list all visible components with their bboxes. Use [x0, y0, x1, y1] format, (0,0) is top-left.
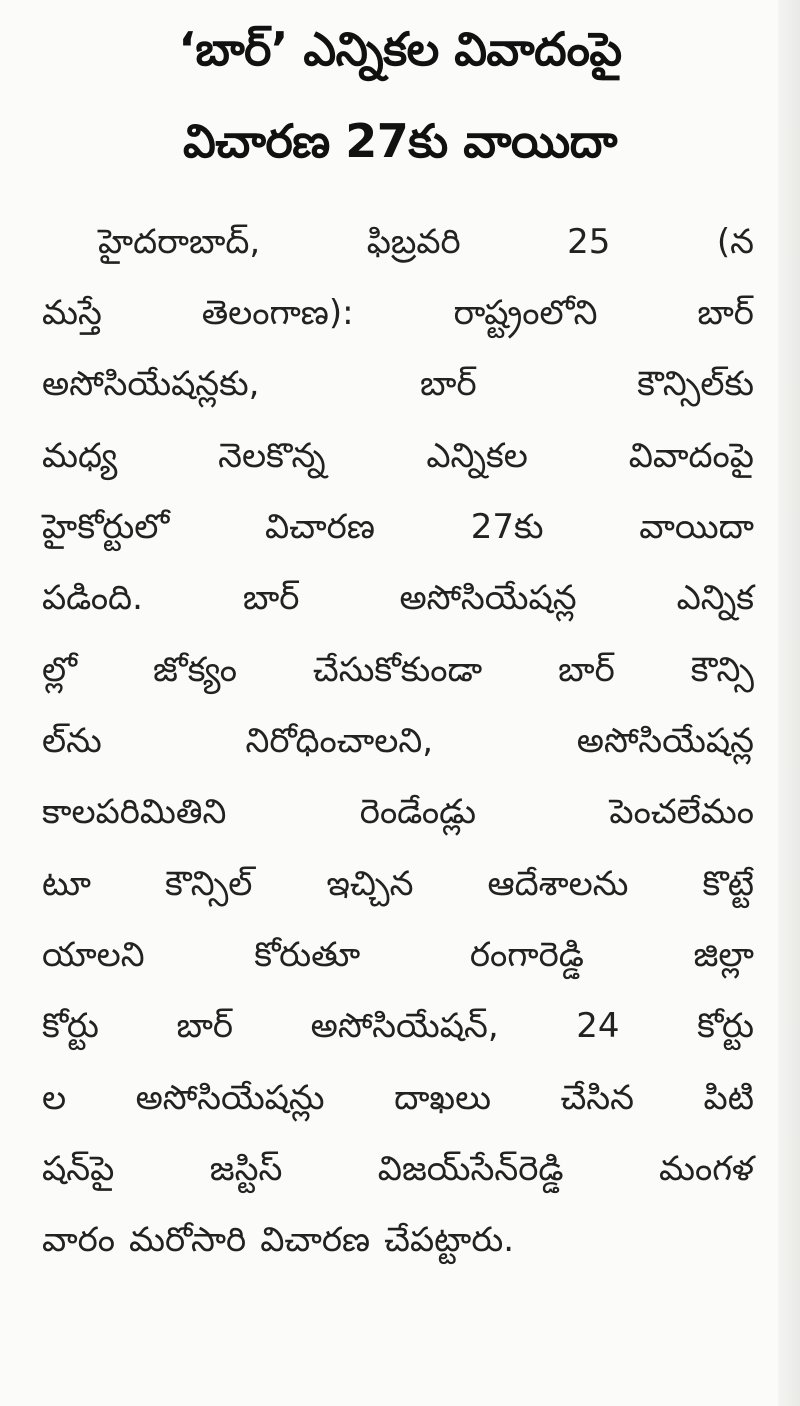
body-line	[42, 356, 754, 412]
body-line	[42, 784, 754, 840]
body-line	[42, 998, 754, 1054]
word: (న	[716, 222, 754, 262]
word: జోక్యం	[152, 650, 237, 690]
word: నిరోధించాలని,	[245, 721, 434, 761]
word: కోర్టు	[697, 1006, 754, 1046]
word: మరోసారి	[129, 1220, 247, 1260]
body-line	[42, 428, 754, 484]
word: రాష్ట్రంలోని	[453, 293, 598, 333]
word: విచారణ	[260, 1220, 371, 1260]
word: చేసుకోకుండా	[312, 650, 483, 690]
word: రంగారెడ్డి	[469, 935, 584, 975]
word: కోరుతూ	[254, 935, 361, 975]
word: అసోసియేషన్లు	[135, 1078, 325, 1118]
body-line	[42, 927, 754, 983]
word: వివాదంపై	[628, 436, 754, 476]
body-line	[42, 214, 754, 270]
word: తెలంగాణ):	[201, 293, 354, 333]
word: 27కు	[470, 507, 544, 547]
word: జస్టిస్	[209, 1149, 283, 1189]
word: విజయ్‌సేన్‌రెడ్డి	[377, 1149, 564, 1189]
body-line	[42, 856, 754, 912]
word: నెలకొన్న	[218, 436, 326, 476]
word: షన్‌పై	[42, 1149, 115, 1189]
word: అసోసియేషన్ల	[576, 721, 754, 761]
word: కౌన్సి	[690, 650, 754, 690]
word: అసోసియేషన్లకు,	[42, 364, 260, 404]
word: కౌన్సిల్‌కు	[637, 364, 754, 404]
body-line	[42, 1141, 754, 1197]
word: జిల్లా	[693, 935, 754, 975]
body-line	[42, 570, 754, 626]
body-line	[42, 642, 754, 698]
word: ల్లో	[42, 650, 77, 690]
word: 25	[567, 222, 611, 262]
word: కొట్టే	[702, 864, 754, 904]
word: కౌన్సిల్	[165, 864, 253, 904]
headline-line-1: ‘బార్’ ఎన్నికల వివాదంపై	[178, 22, 622, 76]
word: ఫిబ్రవరి	[366, 222, 461, 262]
word: 24	[576, 1006, 620, 1046]
body-line	[42, 499, 754, 555]
word: విచారణ	[264, 507, 375, 547]
word: బార్	[242, 578, 300, 618]
word: మంగళ	[659, 1149, 754, 1189]
word: ఎన్నికల	[426, 436, 528, 476]
word: వారం	[42, 1220, 116, 1260]
body-line	[42, 713, 754, 769]
page-edge	[778, 0, 800, 1406]
word: పెంచలేమం	[609, 792, 754, 832]
word: ఎన్నిక	[676, 578, 754, 618]
word: ల	[42, 1078, 67, 1118]
headline-line-2: విచారణ 27కు వాయిదా	[183, 114, 617, 168]
word: బార్	[697, 293, 754, 333]
word: పిటి	[703, 1078, 754, 1118]
word: బార్	[176, 1006, 234, 1046]
word: చేసిన	[560, 1078, 635, 1118]
word: ఆదేశాలను	[487, 864, 629, 904]
word: టూ	[42, 864, 91, 904]
word: ల్‌ను	[42, 721, 102, 761]
word: బార్	[420, 364, 477, 404]
word: దాఖలు	[394, 1078, 491, 1118]
word: హైకోర్టులో	[42, 507, 170, 547]
word: యాలని	[42, 935, 145, 975]
body-line	[42, 285, 754, 341]
word: పడింది.	[42, 578, 143, 618]
body-line	[42, 1212, 754, 1268]
word: బార్	[558, 650, 615, 690]
word: వాయిదా	[639, 507, 754, 547]
word: మధ్య	[42, 436, 118, 476]
word: కాలపరిమితిని	[42, 792, 227, 832]
word: కోర్టు	[42, 1006, 99, 1046]
word: రెండేండ్లు	[359, 792, 476, 832]
word: హైదరాబాద్,	[98, 222, 261, 262]
word: అసోసియేషన్ల	[399, 578, 577, 618]
word: ఇచ్చిన	[326, 864, 414, 904]
word: అసోసియేషన్,	[310, 1006, 499, 1046]
word: చేపట్టారు.	[384, 1220, 515, 1260]
body-line	[42, 1070, 754, 1126]
word: మస్తే	[42, 293, 102, 333]
